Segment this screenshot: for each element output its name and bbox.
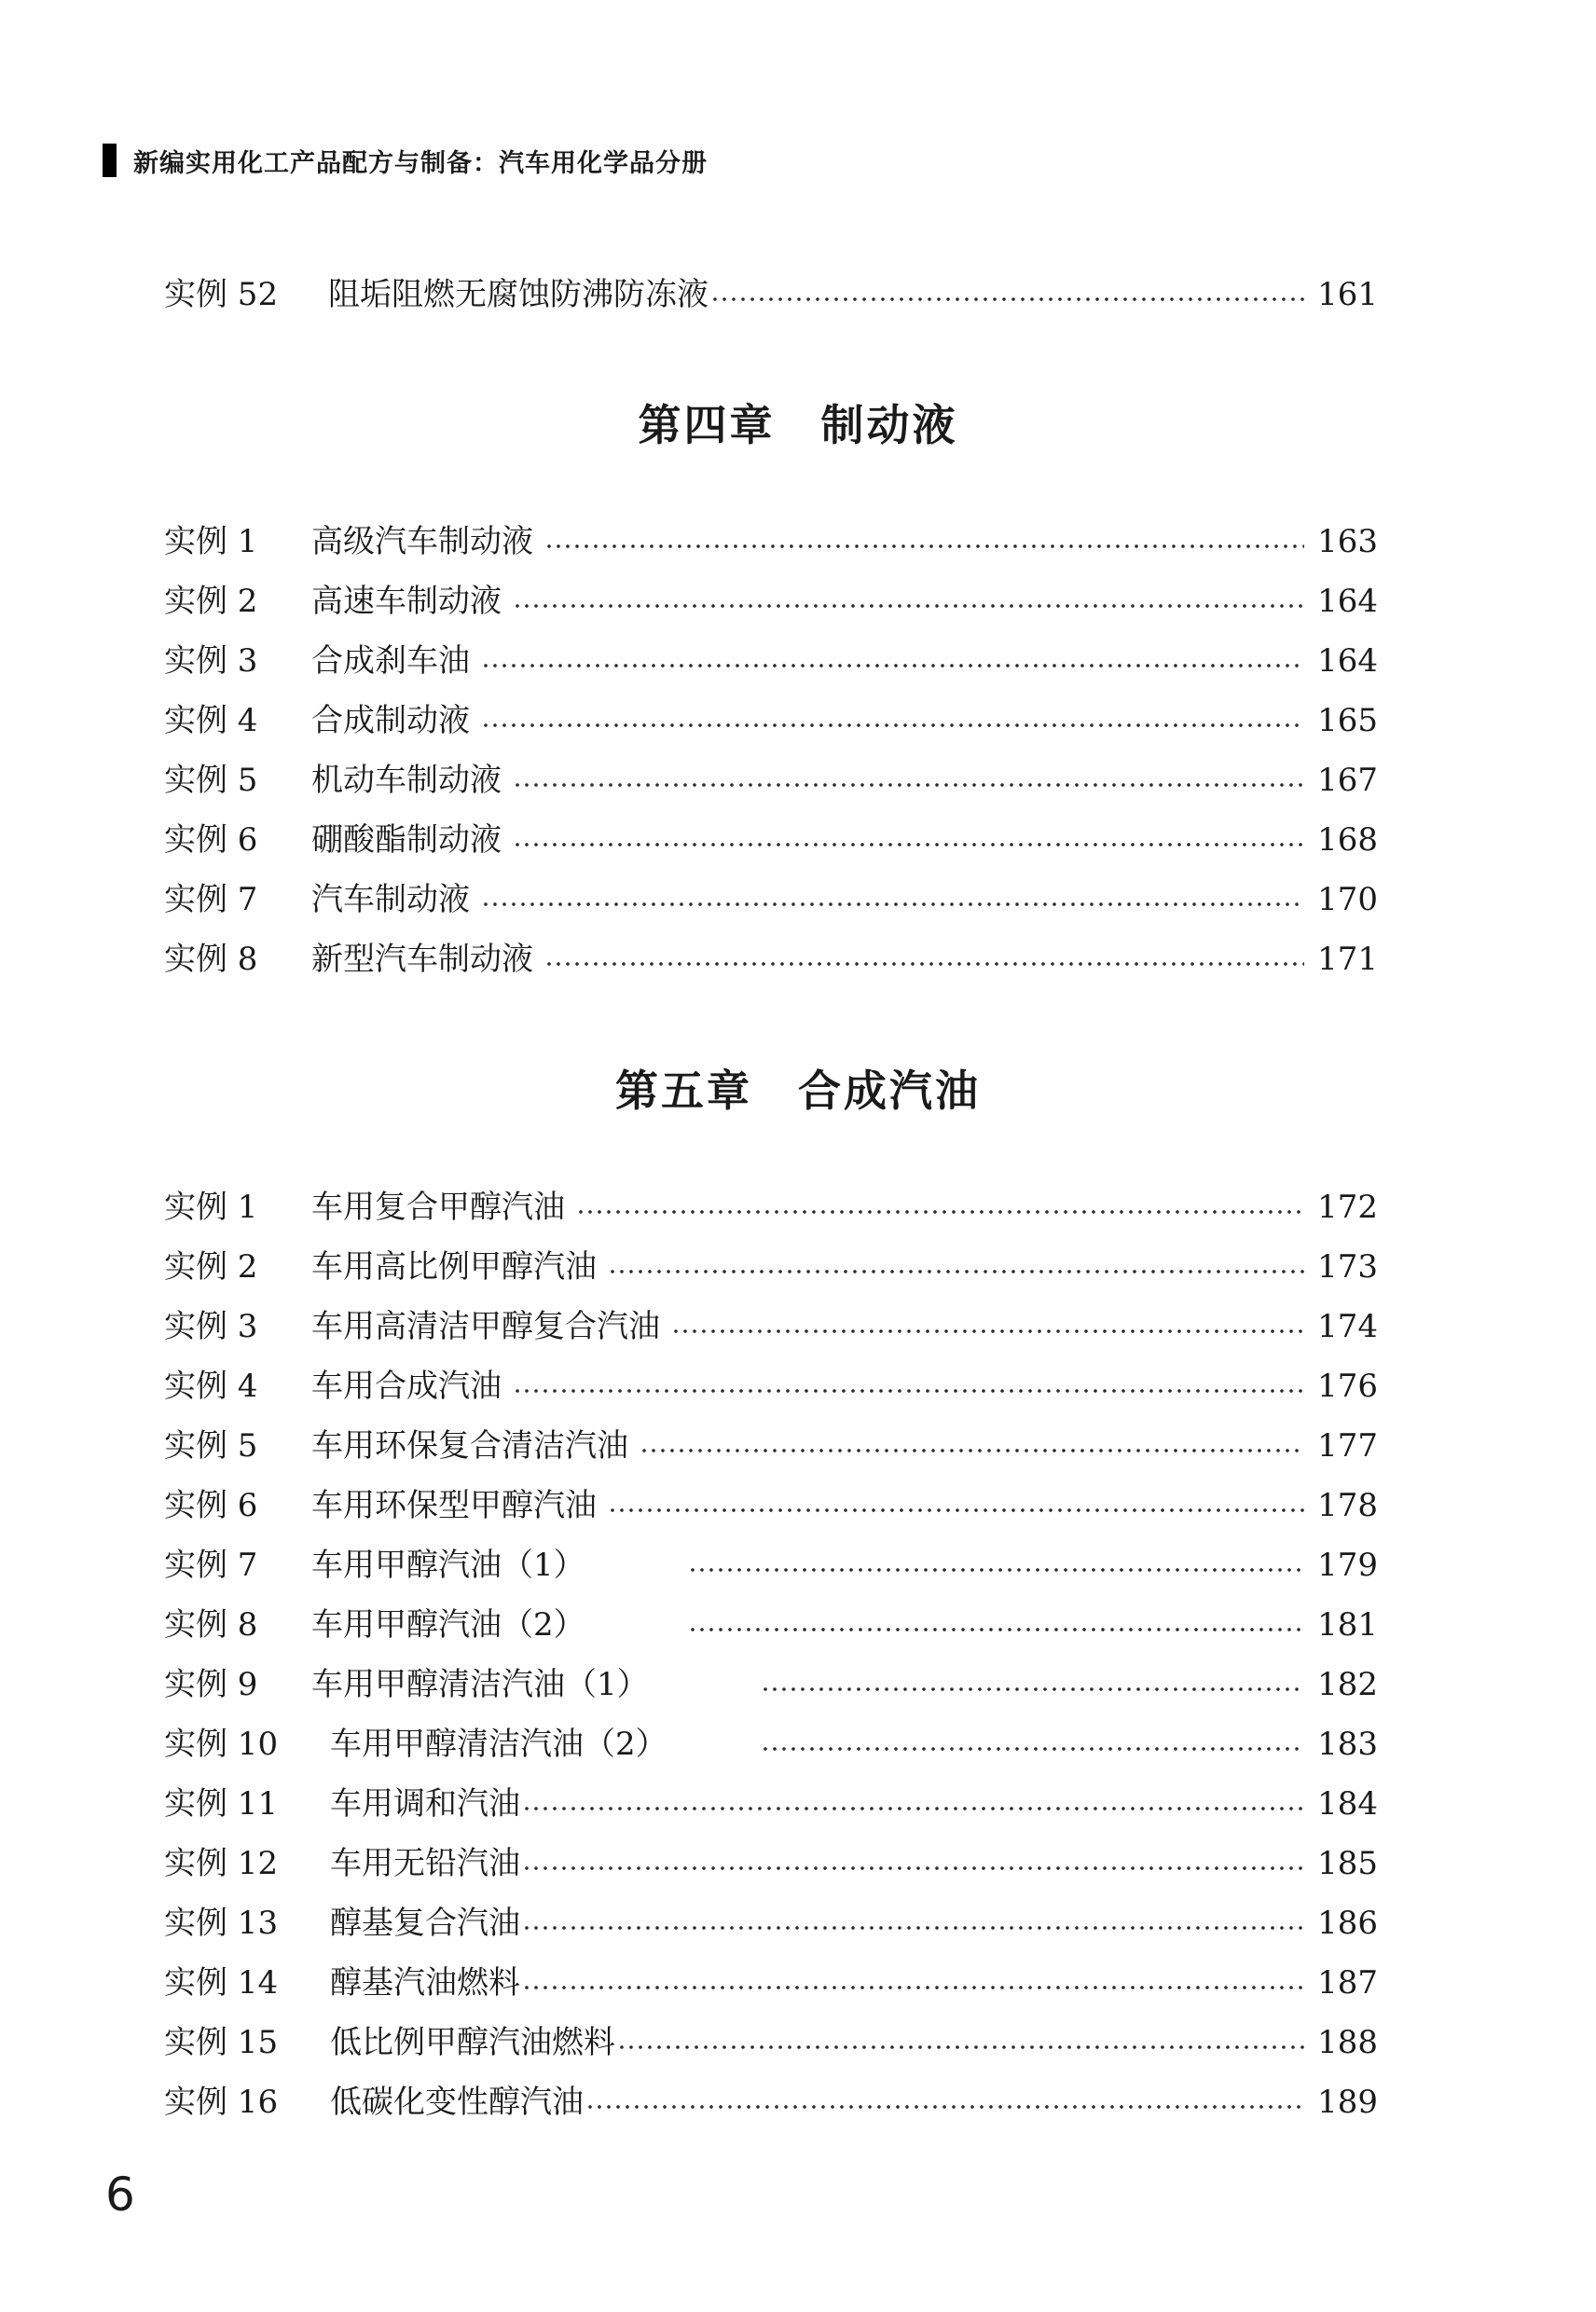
- dot-leader: [608, 1266, 1304, 1277]
- entry-title: 汽车制动液: [311, 881, 470, 918]
- entry-page: 165: [1317, 702, 1378, 739]
- entry-page: 171: [1317, 941, 1378, 978]
- entry-label: 实例 9: [164, 1666, 258, 1703]
- toc-entry[interactable]: [164, 1841, 1378, 1886]
- entry-page: 178: [1317, 1487, 1378, 1524]
- entry-page: 187: [1317, 1964, 1378, 2002]
- entry-page: 188: [1317, 2024, 1378, 2061]
- entry-page: 182: [1317, 1666, 1378, 1703]
- dot-leader: [481, 720, 1304, 731]
- entry-label: 实例 8: [164, 941, 258, 978]
- toc-entry[interactable]: [164, 698, 1378, 743]
- entry-title: 高级汽车制动液: [311, 523, 533, 560]
- entry-label: 实例 7: [164, 881, 258, 918]
- entry-title: 醇基汽油燃料: [330, 1964, 520, 2002]
- toc-entry[interactable]: [164, 272, 1378, 317]
- dot-leader: [513, 779, 1304, 791]
- entry-label: 实例 13: [164, 1905, 279, 1942]
- toc-entry[interactable]: [164, 2080, 1378, 2125]
- toc-entry[interactable]: [164, 579, 1378, 624]
- entry-label: 实例 4: [164, 1368, 258, 1405]
- dot-leader: [481, 899, 1304, 910]
- dot-leader: [585, 2101, 1304, 2112]
- entry-label: 实例 16: [164, 2084, 279, 2121]
- toc-entry[interactable]: [164, 1185, 1378, 1230]
- entry-title: 车用高清洁甲醇复合汽油: [311, 1308, 660, 1345]
- entry-label: 实例 1: [164, 1189, 258, 1226]
- toc-entry[interactable]: [164, 519, 1378, 564]
- entry-title: 车用合成汽油: [311, 1368, 502, 1405]
- toc-entry[interactable]: [164, 818, 1378, 862]
- entry-title: 机动车制动液: [311, 762, 502, 799]
- dot-leader: [617, 2042, 1304, 2053]
- entry-page: 163: [1317, 523, 1378, 560]
- chapter-5-title: 第五章 合成汽油: [615, 1066, 981, 1116]
- entry-page: 177: [1317, 1427, 1378, 1465]
- toc-entry[interactable]: [164, 1901, 1378, 1946]
- entry-page: 168: [1317, 821, 1378, 859]
- entry-title: 合成制动液: [311, 702, 470, 739]
- header-bar-mark: [103, 144, 117, 177]
- entry-page: 170: [1317, 881, 1378, 918]
- toc-entry[interactable]: [164, 1662, 1378, 1707]
- toc-entry[interactable]: [164, 1722, 1378, 1767]
- entry-title: 低碳化变性醇汽油: [330, 2084, 584, 2121]
- toc-entry[interactable]: [164, 1961, 1378, 2005]
- entry-label: 实例 12: [164, 1845, 279, 1882]
- entry-page: 179: [1317, 1547, 1378, 1584]
- dot-leader: [608, 1505, 1304, 1516]
- entry-label: 实例 3: [164, 1308, 258, 1345]
- dot-leader: [522, 1922, 1304, 1934]
- entry-title: 阻垢阻燃无腐蚀防沸防冻液: [328, 276, 709, 313]
- dot-leader: [522, 1803, 1304, 1814]
- entry-label: 实例 11: [164, 1785, 279, 1823]
- toc-entry[interactable]: [164, 1424, 1378, 1468]
- entry-label: 实例 1: [164, 523, 258, 560]
- entry-page: 185: [1317, 1845, 1378, 1882]
- entry-page: 173: [1317, 1248, 1378, 1286]
- entry-label: 实例 52: [164, 276, 279, 313]
- toc-entry[interactable]: [164, 1543, 1378, 1588]
- toc-entry[interactable]: [164, 1483, 1378, 1528]
- entry-title: 合成刹车油: [311, 642, 470, 680]
- dot-leader: [671, 1326, 1304, 1337]
- entry-label: 实例 6: [164, 1487, 258, 1524]
- entry-page: 183: [1317, 1726, 1378, 1763]
- entry-title: 车用甲醇清洁汽油（2）: [330, 1726, 667, 1763]
- entry-title: 新型汽车制动液: [311, 941, 533, 978]
- entry-page: 164: [1317, 583, 1378, 620]
- entry-label: 实例 2: [164, 583, 258, 620]
- toc-entry[interactable]: [164, 639, 1378, 683]
- dot-leader: [576, 1206, 1304, 1218]
- entry-title: 车用甲醇汽油（1）: [311, 1547, 585, 1584]
- chapter-4-title: 第四章 制动液: [638, 400, 958, 450]
- dot-leader: [544, 541, 1304, 552]
- entry-page: 176: [1317, 1368, 1378, 1405]
- toc-entry[interactable]: [164, 1782, 1378, 1826]
- entry-title: 车用环保型甲醇汽油: [311, 1487, 597, 1524]
- entry-label: 实例 5: [164, 1427, 258, 1465]
- toc-entry[interactable]: [164, 1603, 1378, 1647]
- dot-leader: [544, 958, 1304, 970]
- dot-leader: [761, 1743, 1304, 1755]
- dot-leader: [688, 1624, 1304, 1635]
- entry-label: 实例 7: [164, 1547, 258, 1584]
- entry-page: 164: [1317, 642, 1378, 680]
- entry-title: 低比例甲醇汽油燃料: [330, 2024, 615, 2061]
- dot-leader: [522, 1982, 1304, 1993]
- dot-leader: [513, 1385, 1304, 1397]
- entry-label: 实例 4: [164, 702, 258, 739]
- entry-page: 181: [1317, 1606, 1378, 1644]
- entry-title: 车用复合甲醇汽油: [311, 1189, 565, 1226]
- entry-label: 实例 15: [164, 2024, 279, 2061]
- entry-page: 161: [1317, 276, 1378, 313]
- entry-title: 高速车制动液: [311, 583, 502, 620]
- entry-label: 实例 8: [164, 1606, 258, 1644]
- entry-label: 实例 14: [164, 1964, 279, 2002]
- toc-entry[interactable]: [164, 1304, 1378, 1349]
- entry-page: 184: [1317, 1785, 1378, 1823]
- dot-leader: [688, 1564, 1304, 1576]
- toc-entry[interactable]: [164, 937, 1378, 982]
- toc-entry[interactable]: [164, 758, 1378, 803]
- entry-label: 实例 2: [164, 1248, 258, 1286]
- dot-leader: [513, 839, 1304, 850]
- dot-leader: [640, 1445, 1304, 1456]
- page-number: 6: [105, 2168, 135, 2222]
- entry-title: 车用甲醇汽油（2）: [311, 1606, 585, 1644]
- entry-title: 车用调和汽油: [330, 1785, 520, 1823]
- dot-leader: [522, 1863, 1304, 1874]
- entry-label: 实例 3: [164, 642, 258, 680]
- entry-title: 醇基复合汽油: [330, 1905, 520, 1942]
- toc-entry[interactable]: [164, 1245, 1378, 1289]
- entry-title: 车用无铅汽油: [330, 1845, 520, 1882]
- entry-label: 实例 5: [164, 762, 258, 799]
- entry-page: 189: [1317, 2084, 1378, 2121]
- entry-page: 174: [1317, 1308, 1378, 1345]
- entry-label: 实例 10: [164, 1726, 279, 1763]
- entry-page: 172: [1317, 1189, 1378, 1226]
- dot-leader: [710, 294, 1304, 305]
- toc-entry[interactable]: [164, 877, 1378, 922]
- entry-page: 186: [1317, 1905, 1378, 1942]
- toc-entry[interactable]: [164, 1364, 1378, 1409]
- entry-title: 车用高比例甲醇汽油: [311, 1248, 597, 1286]
- dot-leader: [513, 600, 1304, 612]
- running-header: [103, 142, 708, 179]
- entry-label: 实例 6: [164, 821, 258, 859]
- dot-leader: [761, 1684, 1304, 1695]
- entry-page: 167: [1317, 762, 1378, 799]
- dot-leader: [481, 660, 1304, 671]
- entry-title: 车用环保复合清洁汽油: [311, 1427, 628, 1465]
- entry-title: 硼酸酯制动液: [311, 821, 502, 859]
- book-title: 新编实用化工产品配方与制备：汽车用化学品分册: [133, 148, 708, 178]
- entry-title: 车用甲醇清洁汽油（1）: [311, 1666, 649, 1703]
- toc-entry[interactable]: [164, 2020, 1378, 2065]
